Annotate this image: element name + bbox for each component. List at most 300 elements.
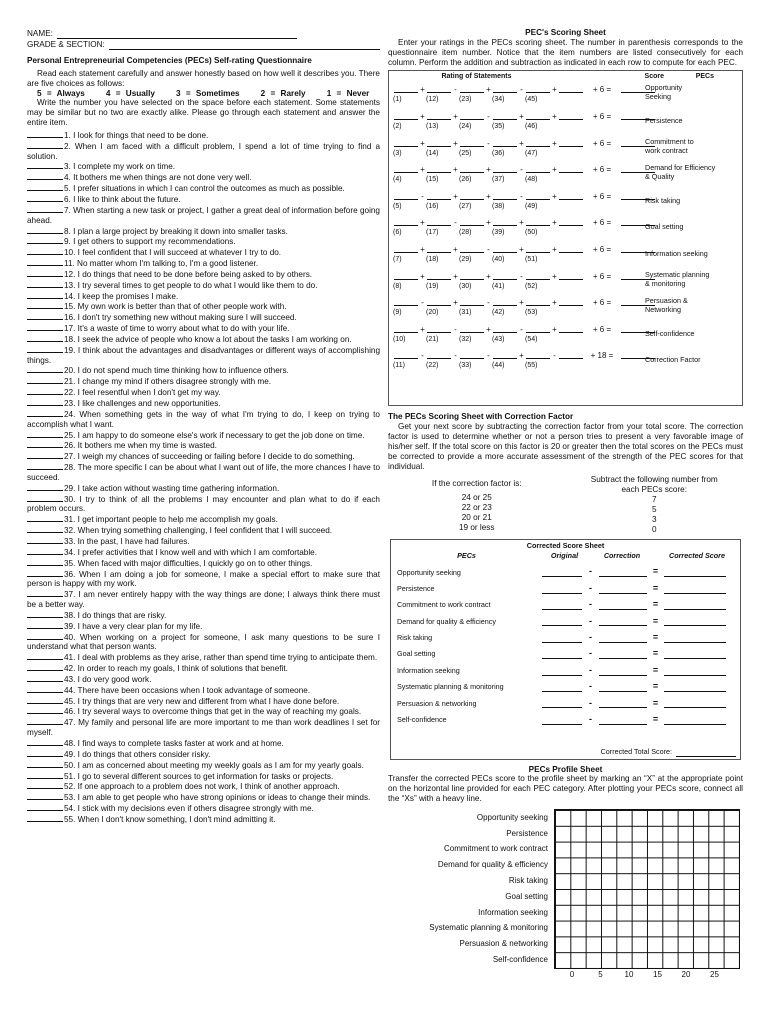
- rating-field[interactable]: [460, 139, 484, 147]
- rating-blank[interactable]: [27, 674, 63, 682]
- rating-blank[interactable]: [27, 205, 63, 213]
- item-text: 37. I am never entirely happy with the way things are done; I always think there must be a better way.: [27, 590, 380, 610]
- pec-label-line: Correction Factor: [645, 355, 701, 365]
- rating-field[interactable]: [493, 192, 517, 200]
- equals-sign: =: [652, 599, 659, 610]
- item-number: (24): [459, 122, 472, 130]
- rating-field[interactable]: [394, 298, 418, 306]
- rating-blank[interactable]: [27, 141, 63, 149]
- questionnaire-title: Personal Entrepreneurial Competencies (PECs) Self-rating Questionnaire: [27, 56, 312, 65]
- rating-field[interactable]: [460, 85, 484, 93]
- item-text: 5. I prefer situations in which I can control the outcomes as much as possible.: [64, 184, 345, 194]
- item-number: (38): [492, 202, 505, 210]
- rating-blank[interactable]: [27, 706, 63, 714]
- rating-blank[interactable]: [27, 547, 63, 555]
- rating-field[interactable]: [394, 85, 418, 93]
- item-text: 48. I find ways to complete tasks faster at work and at home.: [64, 739, 284, 748]
- item-text: 23. I like challenges and new opportunities.: [64, 399, 221, 408]
- questionnaire-item: [27, 525, 380, 536]
- correction-field[interactable]: [599, 683, 647, 692]
- rating-field[interactable]: [526, 85, 550, 93]
- original-field[interactable]: [542, 667, 582, 676]
- operator: -: [421, 351, 424, 361]
- corrected-field[interactable]: [664, 601, 726, 610]
- rating-field[interactable]: [559, 85, 583, 93]
- rating-blank[interactable]: [27, 771, 63, 779]
- original-field[interactable]: [542, 585, 582, 594]
- profile-grid[interactable]: [554, 809, 740, 969]
- questionnaire-item: [27, 792, 380, 803]
- rating-blank[interactable]: [27, 291, 63, 299]
- rating-blank[interactable]: [27, 345, 63, 353]
- pec-label: [645, 249, 741, 258]
- profile-sheet: [388, 810, 743, 980]
- rating-field[interactable]: [394, 165, 418, 173]
- item-number: (49): [525, 202, 538, 210]
- scoring-row: [389, 323, 742, 350]
- questionnaire-item: [27, 430, 380, 441]
- rating-field[interactable]: [394, 325, 418, 333]
- operator: +: [453, 271, 458, 281]
- rating-blank[interactable]: [27, 569, 63, 577]
- item-text: 16. I don't try something new without making sure I will succeed.: [64, 313, 297, 323]
- name-field[interactable]: [57, 29, 297, 39]
- item-number: (43): [492, 335, 505, 343]
- questionnaire-item: [27, 247, 380, 258]
- rating-blank[interactable]: [27, 194, 63, 202]
- corrected-field[interactable]: [664, 716, 726, 725]
- rating-field[interactable]: [493, 325, 517, 333]
- corrected-field[interactable]: [664, 683, 726, 692]
- rating-field[interactable]: [394, 351, 418, 359]
- scoring-title: PEC's Scoring Sheet: [525, 28, 606, 37]
- rating-blank[interactable]: [27, 536, 63, 544]
- operator: -: [487, 351, 490, 361]
- item-text: 38. I do things that are risky.: [64, 610, 167, 620]
- questionnaire-instructions: Write the number you have selected on the space before each statement. Some statements may be similar but no two are exactly alike. Please go through each statement and answer the entire item.: [27, 98, 380, 128]
- item-text: 47. My family and personal life are more important to me than work deadlines I set for myself.: [27, 718, 380, 738]
- pec-label-line: & monitoring: [645, 278, 686, 288]
- item-text: 11. No matter whom I'm talking to, I'm a good listener.: [64, 259, 259, 269]
- corrected-field[interactable]: [664, 568, 726, 577]
- corrected-row: [391, 610, 740, 626]
- rating-field[interactable]: [427, 272, 451, 280]
- item-number: (5): [393, 202, 402, 210]
- rating-field[interactable]: [460, 298, 484, 306]
- rating-field[interactable]: [526, 325, 550, 333]
- questionnaire-item: [27, 685, 380, 696]
- rating-blank[interactable]: [27, 226, 63, 234]
- rating-field[interactable]: [493, 139, 517, 147]
- rating-blank[interactable]: [27, 685, 63, 693]
- rating-field[interactable]: [526, 245, 550, 253]
- rating-blank[interactable]: [27, 663, 63, 671]
- rating-field[interactable]: [559, 298, 583, 306]
- col-pecs: PECs: [695, 73, 714, 81]
- equals-sign: =: [652, 566, 659, 577]
- rating-field[interactable]: [427, 139, 451, 147]
- rating-field[interactable]: [394, 272, 418, 280]
- corrected-field[interactable]: [664, 634, 726, 643]
- rating-field[interactable]: [460, 192, 484, 200]
- item-text: 42. In order to reach my goals, I think of solutions that benefit.: [64, 664, 288, 674]
- correction-field[interactable]: [599, 667, 647, 676]
- corrected-field[interactable]: [664, 585, 726, 594]
- profile-label: Commitment to work contract: [443, 844, 548, 854]
- original-field[interactable]: [542, 650, 582, 659]
- rating-blank[interactable]: [27, 781, 63, 789]
- subtract-label: Subtract the following number from each PECs score:: [590, 475, 718, 495]
- profile-label: Opportunity seeking: [476, 812, 548, 822]
- operator: +: [420, 85, 425, 95]
- rating-blank[interactable]: [27, 269, 63, 277]
- rating-blank[interactable]: [27, 738, 63, 746]
- rating-blank[interactable]: [27, 334, 63, 342]
- questionnaire-item: [27, 547, 380, 558]
- rating-field[interactable]: [394, 112, 418, 120]
- correction-field[interactable]: [599, 601, 647, 610]
- profile-label: Persuasion & networking: [459, 939, 548, 949]
- rating-field[interactable]: [526, 272, 550, 280]
- rating-blank[interactable]: [27, 632, 63, 640]
- rating-blank[interactable]: [27, 494, 63, 502]
- rating-blank[interactable]: [27, 247, 63, 255]
- questionnaire-item: [27, 514, 380, 525]
- corrected-sheet-header: [391, 552, 740, 561]
- questionnaire-item: [27, 696, 380, 707]
- corrected-row: [391, 626, 740, 642]
- original-field[interactable]: [542, 683, 582, 692]
- rating-field[interactable]: [559, 192, 583, 200]
- rating-blank[interactable]: [27, 483, 63, 491]
- rating-field[interactable]: [427, 351, 451, 359]
- rating-field[interactable]: [559, 272, 583, 280]
- correction-field[interactable]: [599, 650, 647, 659]
- pec-label-line: Goal setting: [645, 222, 684, 232]
- rating-field[interactable]: [427, 245, 451, 253]
- original-field[interactable]: [542, 699, 582, 708]
- rating-blank[interactable]: [27, 451, 63, 459]
- rating-field[interactable]: [427, 218, 451, 226]
- questionnaire-item: [27, 781, 380, 792]
- operator: +: [552, 111, 557, 121]
- item-number: (52): [525, 282, 538, 290]
- correction-field[interactable]: [599, 699, 647, 708]
- item-text: 35. When faced with major difficulties, I quickly go on to other things.: [64, 558, 313, 568]
- questionnaire-item: [27, 226, 380, 237]
- correction-field[interactable]: [599, 617, 647, 626]
- scoring-row: [389, 163, 742, 190]
- rating-field[interactable]: [460, 351, 484, 359]
- rating-field[interactable]: [526, 218, 550, 226]
- questionnaire-item: [27, 440, 380, 451]
- rating-field[interactable]: [493, 165, 517, 173]
- original-field[interactable]: [542, 716, 582, 725]
- rating-blank[interactable]: [27, 803, 63, 811]
- factor-range: 20 or 21: [461, 512, 492, 522]
- corrected-field[interactable]: [664, 650, 726, 659]
- factor-range: 24 or 25: [461, 493, 492, 503]
- operator: -: [520, 271, 523, 281]
- rating-field[interactable]: [394, 192, 418, 200]
- operator: +: [552, 191, 557, 201]
- pec-label-line: Demand for Efficiency: [645, 163, 716, 173]
- item-number: (21): [426, 335, 439, 343]
- item-number: (20): [426, 309, 439, 317]
- scoring-sheet: [388, 70, 743, 406]
- rating-scale: 5 = Always 4 = Usually 3 = Sometimes 2 = Rarely 1 = Never: [37, 88, 370, 98]
- item-text: 7. When starting a new task or project, I gather a great deal of information before going ahead.: [27, 205, 380, 225]
- rating-field[interactable]: [460, 325, 484, 333]
- rating-blank[interactable]: [27, 792, 63, 800]
- questionnaire-item: [27, 632, 380, 653]
- rating-field[interactable]: [493, 298, 517, 306]
- item-number: (25): [459, 149, 472, 157]
- operator: +: [420, 218, 425, 228]
- questionnaire-item: [27, 334, 380, 345]
- rating-blank[interactable]: [27, 440, 63, 448]
- questionnaire-item: [27, 814, 380, 825]
- rating-blank[interactable]: [27, 430, 63, 438]
- item-number: (32): [459, 335, 472, 343]
- rating-blank[interactable]: [27, 558, 63, 566]
- item-number: (51): [525, 255, 538, 263]
- rating-field[interactable]: [427, 112, 451, 120]
- rating-blank[interactable]: [27, 514, 63, 522]
- minus-sign: -: [589, 599, 592, 610]
- rating-field[interactable]: [559, 139, 583, 147]
- rating-blank[interactable]: [27, 301, 63, 309]
- item-number: (42): [492, 309, 505, 317]
- rating-field[interactable]: [427, 192, 451, 200]
- operator: +: [552, 271, 557, 281]
- rating-blank[interactable]: [27, 589, 63, 597]
- rating-blank[interactable]: [27, 610, 63, 618]
- original-field[interactable]: [542, 617, 582, 626]
- questionnaire-item: [27, 376, 380, 387]
- rating-blank[interactable]: [27, 387, 63, 395]
- item-number: (26): [459, 176, 472, 184]
- constant: + 6 =: [592, 298, 612, 308]
- rating-blank[interactable]: [27, 462, 63, 470]
- operator: -: [520, 191, 523, 201]
- rating-field[interactable]: [526, 351, 550, 359]
- corrected-field[interactable]: [664, 699, 726, 708]
- rating-blank[interactable]: [27, 280, 63, 288]
- corrected-field[interactable]: [664, 667, 726, 676]
- rating-blank[interactable]: [27, 258, 63, 266]
- item-number: (23): [459, 96, 472, 104]
- questionnaire-item: [27, 258, 380, 269]
- questionnaire-item: [27, 409, 380, 430]
- rating-blank[interactable]: [27, 696, 63, 704]
- operator: +: [453, 244, 458, 254]
- rating-field[interactable]: [394, 139, 418, 147]
- profile-tick: 20: [681, 969, 691, 979]
- rating-field[interactable]: [460, 165, 484, 173]
- operator: +: [486, 165, 491, 175]
- operator: -: [421, 298, 424, 308]
- profile-label: Systematic planning & monitoring: [429, 923, 548, 933]
- pec-label: [645, 329, 741, 338]
- operator: +: [453, 165, 458, 175]
- rating-blank[interactable]: [27, 652, 63, 660]
- minus-sign: -: [589, 681, 592, 692]
- rating-blank[interactable]: [27, 323, 63, 331]
- correction-field[interactable]: [599, 585, 647, 594]
- questionnaire-item: [27, 398, 380, 409]
- rating-blank[interactable]: [27, 621, 63, 629]
- grade-label: GRADE & SECTION:: [27, 40, 105, 50]
- rating-blank[interactable]: [27, 398, 63, 406]
- constant: + 6 =: [592, 218, 612, 228]
- rating-field[interactable]: [493, 112, 517, 120]
- profile-tick: 10: [624, 969, 634, 979]
- corrected-pec-name: Persistence: [397, 583, 435, 593]
- rating-field[interactable]: [526, 139, 550, 147]
- rating-blank[interactable]: [27, 161, 63, 169]
- rating-blank[interactable]: [27, 312, 63, 320]
- rating-field[interactable]: [427, 325, 451, 333]
- rating-blank[interactable]: [27, 183, 63, 191]
- corrected-pec-name: Commitment to work contract: [397, 600, 491, 610]
- operator: +: [519, 111, 524, 121]
- questionnaire-item: [27, 621, 380, 632]
- rating-field[interactable]: [460, 218, 484, 226]
- questionnaire-item: [27, 663, 380, 674]
- corrected-row: [391, 692, 740, 708]
- rating-field[interactable]: [427, 298, 451, 306]
- operator: +: [519, 351, 524, 361]
- rating-blank[interactable]: [27, 760, 63, 768]
- rating-blank[interactable]: [27, 376, 63, 384]
- rating-blank[interactable]: [27, 172, 63, 180]
- item-text: 25. I am happy to do someone else's work if necessary to get the job done on time.: [64, 430, 365, 440]
- profile-label: Information seeking: [478, 907, 548, 917]
- item-text: 17. It's a waste of time to worry about what to do with your life.: [64, 324, 290, 334]
- operator: +: [519, 244, 524, 254]
- operator: +: [552, 218, 557, 228]
- equals-sign: =: [652, 648, 659, 659]
- corrected-field[interactable]: [664, 617, 726, 626]
- rating-field[interactable]: [427, 165, 451, 173]
- rating-field[interactable]: [427, 85, 451, 93]
- rating-field[interactable]: [460, 272, 484, 280]
- rating-blank[interactable]: [27, 236, 63, 244]
- operator: -: [487, 244, 490, 254]
- questionnaire-item: [27, 183, 380, 194]
- corrected-row: [391, 561, 740, 577]
- corrected-total-field[interactable]: [676, 748, 736, 757]
- rating-blank[interactable]: [27, 749, 63, 757]
- operator: +: [486, 191, 491, 201]
- col-score: Score: [644, 73, 664, 81]
- item-text: 34. I prefer activities that I know well and with which I am comfortable.: [64, 547, 318, 557]
- rating-field[interactable]: [559, 325, 583, 333]
- scoring-intro: Enter your ratings in the PECs scoring sheet. The number in parenthesis corresponds to the questionnaire item number. Notice that the item numbers are listed consecutively for each column. Perform the addition and subtraction as indicated in each row to compute for each PEC.: [388, 37, 743, 67]
- rating-field[interactable]: [493, 245, 517, 253]
- rating-field[interactable]: [526, 192, 550, 200]
- questionnaire-item: [27, 205, 380, 226]
- scoring-column: [388, 28, 743, 980]
- questionnaire-intro: Read each statement carefully and answer honestly based on how well it describes you. There are five choices as follows:: [27, 68, 380, 88]
- item-number: (40): [492, 255, 505, 263]
- operator: +: [519, 138, 524, 148]
- rating-field[interactable]: [493, 218, 517, 226]
- rating-field[interactable]: [526, 165, 550, 173]
- constant: + 6 =: [592, 111, 612, 121]
- item-number: (44): [492, 362, 505, 370]
- rating-field[interactable]: [526, 298, 550, 306]
- questionnaire-item: [27, 589, 380, 610]
- corrected-pec-name: Demand for quality & efficiency: [397, 616, 496, 626]
- rating-blank[interactable]: [27, 409, 63, 417]
- corrected-pec-name: Opportunity seeking: [397, 567, 461, 577]
- profile-label: Demand for quality & efficiency: [437, 860, 548, 870]
- questionnaire-item: [27, 462, 380, 483]
- rating-field[interactable]: [559, 165, 583, 173]
- operator: -: [487, 298, 490, 308]
- rating-field[interactable]: [493, 272, 517, 280]
- minus-sign: -: [589, 713, 592, 724]
- item-number: (35): [492, 122, 505, 130]
- item-number: (8): [393, 282, 402, 290]
- original-field[interactable]: [542, 568, 582, 577]
- rating-blank[interactable]: [27, 365, 63, 373]
- operator: -: [487, 138, 490, 148]
- rating-field[interactable]: [460, 245, 484, 253]
- profile-label: Persistence: [506, 828, 548, 838]
- original-field[interactable]: [542, 634, 582, 643]
- profile-tick: 25: [710, 969, 719, 979]
- rating-field[interactable]: [559, 245, 583, 253]
- rating-field[interactable]: [559, 351, 583, 359]
- operator: -: [454, 324, 457, 334]
- item-number: (14): [426, 149, 439, 157]
- item-number: (10): [393, 335, 406, 343]
- corrected-row: [391, 708, 740, 724]
- operator: +: [519, 298, 524, 308]
- rating-field[interactable]: [493, 85, 517, 93]
- rating-field[interactable]: [493, 351, 517, 359]
- scoring-row: [389, 296, 742, 323]
- rating-field[interactable]: [526, 112, 550, 120]
- operator: +: [420, 244, 425, 254]
- item-text: 1. I look for things that need to be done.: [64, 130, 209, 140]
- operator: +: [552, 298, 557, 308]
- rating-field[interactable]: [559, 112, 583, 120]
- rating-blank[interactable]: [27, 525, 63, 533]
- corrected-pec-name: Persuasion & networking: [397, 698, 477, 708]
- operator: +: [420, 271, 425, 281]
- original-field[interactable]: [542, 601, 582, 610]
- rating-field[interactable]: [394, 218, 418, 226]
- item-text: 29. I take action without wasting time gathering information.: [64, 483, 280, 493]
- rating-field[interactable]: [394, 245, 418, 253]
- profile-tick: 5: [598, 969, 603, 979]
- item-text: 18. I seek the advice of people who know a lot about the tasks I am working on.: [64, 334, 352, 344]
- rating-blank[interactable]: [27, 717, 63, 725]
- correction-field[interactable]: [599, 634, 647, 643]
- rating-blank[interactable]: [27, 130, 63, 138]
- correction-field[interactable]: [599, 716, 647, 725]
- rating-field[interactable]: [460, 112, 484, 120]
- rating-field[interactable]: [559, 218, 583, 226]
- correction-field[interactable]: [599, 568, 647, 577]
- item-number: (17): [426, 229, 439, 237]
- grade-field[interactable]: [109, 40, 380, 50]
- rating-blank[interactable]: [27, 814, 63, 822]
